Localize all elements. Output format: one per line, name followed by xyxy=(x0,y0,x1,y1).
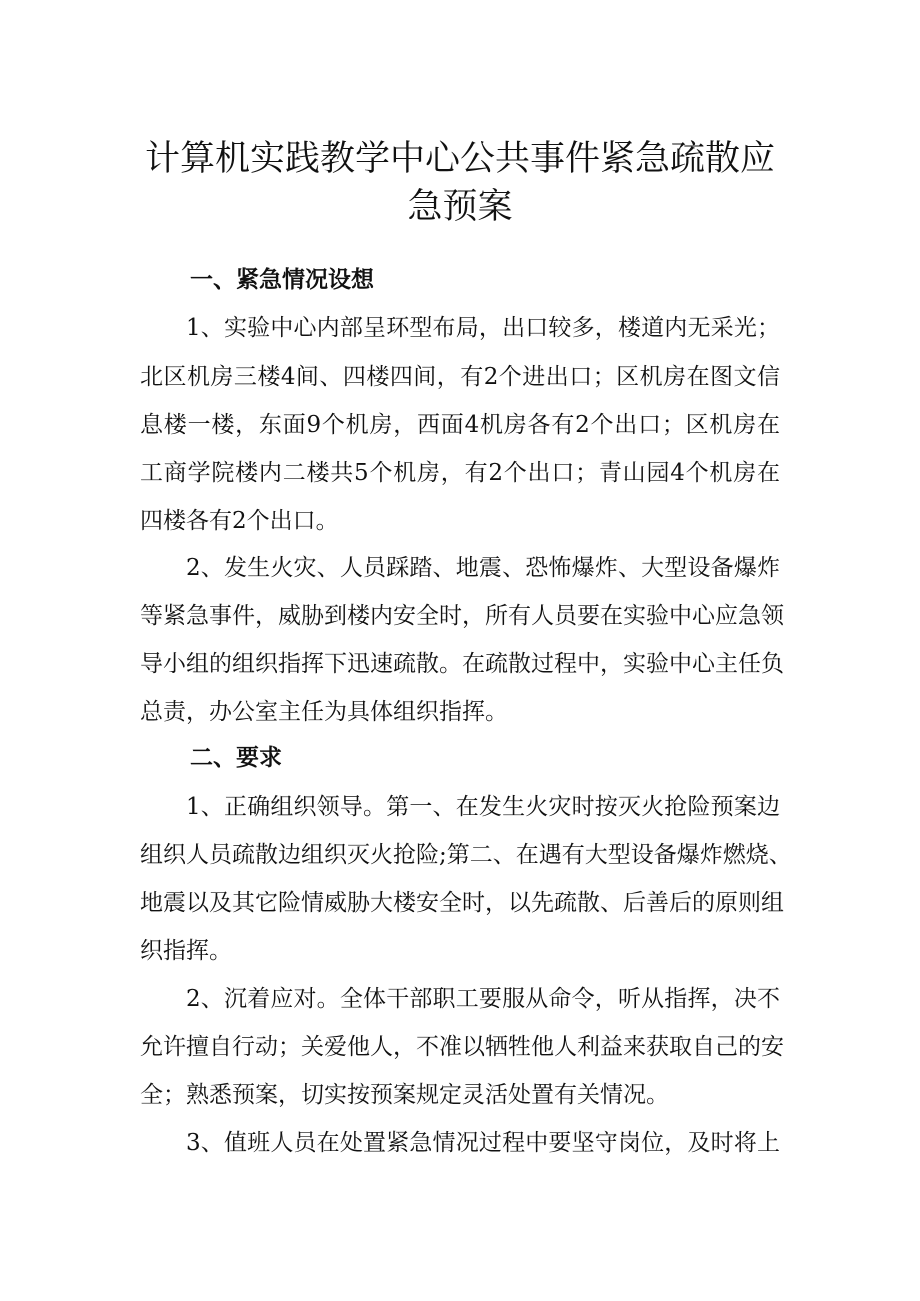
paragraph-line: 四楼各有2个出口。 xyxy=(140,508,339,534)
paragraph-line: 2、发生火灾、人员踩踏、地震、恐怖爆炸、大型设备爆炸 xyxy=(186,555,780,581)
document-title-line-2: 急预案 xyxy=(407,187,513,227)
paragraph-line: 地震以及其它险情威胁大楼安全时，以先疏散、后善后的原则组 xyxy=(140,890,784,916)
paragraph-line: 全；熟悉预案，切实按预案规定灵活处置有关情况。 xyxy=(140,1082,669,1108)
paragraph-line: 等紧急事件，威胁到楼内安全时，所有人员要在实验中心应急领 xyxy=(140,603,784,629)
section-heading-requirements: 二、要求 xyxy=(190,745,282,771)
paragraph-line: 允许擅自行动；关爱他人，不准以牺牲他人利益来获取自己的安 xyxy=(140,1034,784,1060)
paragraph-line: 3、值班人员在处置紧急情况过程中要坚守岗位，及时将上 xyxy=(186,1130,780,1156)
paragraph-line: 2、沉着应对。全体干部职工要服从命令，听从指挥，决不 xyxy=(186,986,780,1012)
paragraph-line: 组织人员疏散边组织灭火抢险;第二、在遇有大型设备爆炸燃烧、 xyxy=(140,842,792,868)
paragraph-line: 导小组的组织指挥下迅速疏散。在疏散过程中，实验中心主任负 xyxy=(140,651,784,677)
paragraph-line: 工商学院楼内二楼共5个机房，有2个出口；青山园4个机房在 xyxy=(140,460,780,486)
paragraph-line: 北区机房三楼4间、四楼四间，有2个进出口；区机房在图文信 xyxy=(140,364,780,390)
paragraph-line: 息楼一楼，东面9个机房，西面4机房各有2个出口；区机房在 xyxy=(140,412,780,438)
paragraph-line: 织指挥。 xyxy=(140,938,232,964)
paragraph-line: 总责，办公室主任为具体组织指挥。 xyxy=(140,699,508,725)
section-heading-emergency-scenarios: 一、紧急情况设想 xyxy=(190,267,374,293)
paragraph-line: 1、正确组织领导。第一、在发生火灾时按灭火抢险预案边 xyxy=(186,794,780,820)
document-title-line-1: 计算机实践教学中心公共事件紧急疏散应 xyxy=(144,139,775,179)
paragraph-line: 1、实验中心内部呈环型布局，出口较多，楼道内无采光； xyxy=(186,315,780,341)
